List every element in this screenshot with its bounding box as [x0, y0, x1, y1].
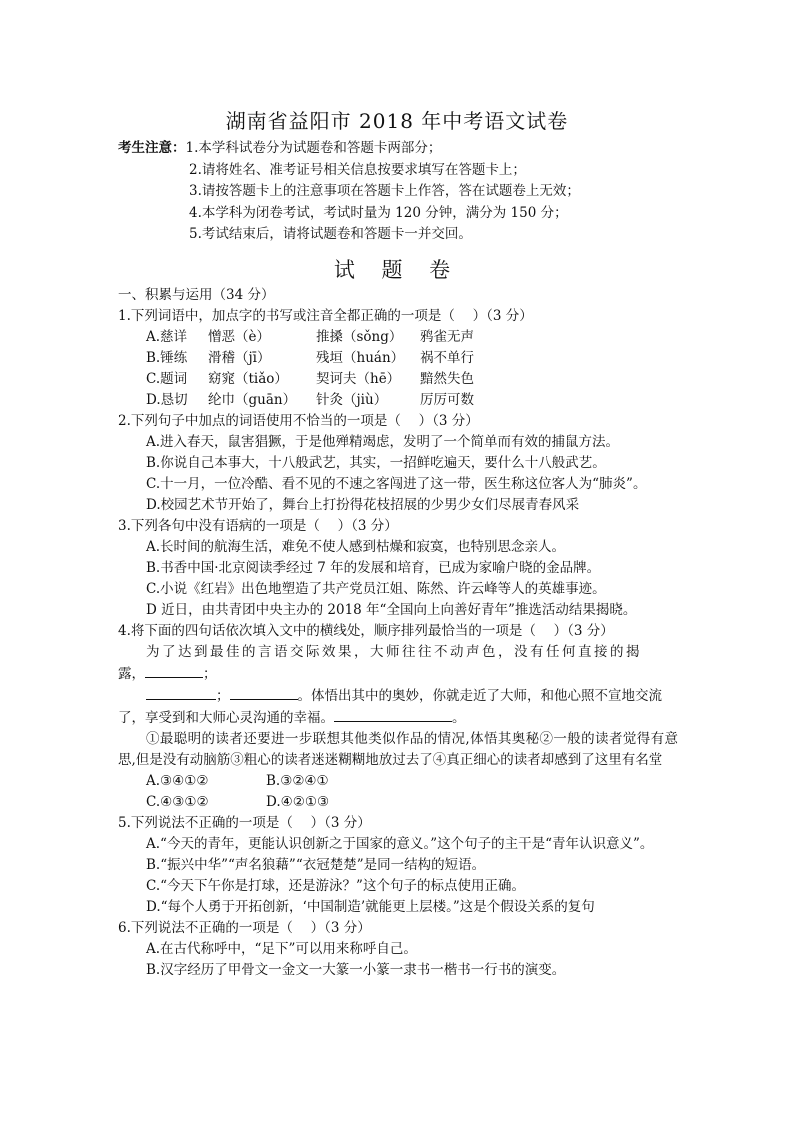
- question-6-option: A.在古代称呼中，“足下”可以用来称呼自己。: [146, 941, 417, 957]
- question-1-option: A.慈详 憎恶（è） 推搡（sǒng） 鸦雀无声: [146, 329, 474, 345]
- exam-title: 湖南省益阳市 2018 年中考语文试卷: [225, 109, 569, 133]
- question-3-option: A.长时间的航海生活，难免不使人感到枯燥和寂寞，也特别思念亲人。: [146, 539, 566, 555]
- notice-line-1: [118, 138, 580, 160]
- question-5-option: A.“今天的青年，更能认识创新之于国家的意义。”这个句子的主干是“青年认识意义”。: [146, 836, 654, 852]
- question-2-stem: 2.下列句子中加点的词语使用不恰当的一项是（ ）（3 分）: [118, 413, 479, 429]
- question-4-passage: 为了达到最佳的言语交际效果，大师往往不动声色，没有任何直接的揭: [146, 644, 642, 660]
- question-2-option: B.你说自己本事大，十八般武艺，其实，一招鲜吃遍天，要什么十八般武艺。: [146, 455, 606, 471]
- question-2-option: D.校园艺术节开始了，舞台上打扮得花枝招展的少男少女们尽展青春风采: [146, 497, 580, 513]
- question-5-option: B.“振兴中华”“声名狼藉”“衣冠楚楚”是同一结构的短语。: [146, 857, 486, 873]
- question-3-stem: 3.下列各句中没有语病的一项是（ ）（3 分）: [118, 518, 398, 534]
- question-3-option: C.小说《红岩》出色地塑造了共产党员江姐、陈然、许云峰等人的英雄事迹。: [146, 581, 606, 597]
- question-4-stem: 4.将下面的四句话依次填入文中的横线处，顺序排列最恰当的一项是（ ）（3 分）: [118, 623, 614, 639]
- fill-blank: [146, 685, 216, 700]
- question-4-options: A.③④①② B.③②④①: [146, 773, 329, 789]
- question-1-option: B.锤练 滑稽（jī） 残垣（huán） 祸不单行: [146, 350, 474, 366]
- question-4-passage-line: ； 。体悟出其中的奥妙，你就走近了大师，和他心照不宣地交流: [118, 685, 678, 707]
- question-5-option: D.“每个人勇于开拓创新，‘中国制造’就能更上层楼。”这是个假设关系的复句: [146, 899, 595, 915]
- question-6-stem: 6.下列说法不正确的一项是（ ）（3 分）: [118, 920, 371, 936]
- question-6-option: B.汉字经历了甲骨文一金文一大篆一小篆一隶书一楷书一行书的演变。: [146, 962, 566, 978]
- notice-item: 4.本学科为闭卷考试，考试时量为 120 分钟，满分为 150 分；: [189, 204, 568, 221]
- question-4-passage-line: 露， ；: [118, 663, 678, 685]
- question-3-option: D 近日，由共青团中央主办的 2018 年“全国向上向善好青年”推选活动结果揭晓。: [146, 602, 637, 618]
- notice-item: 5.考试结束后，请将试题卷和答题卡一并交回。: [189, 226, 472, 243]
- notice-label: 考生注意：: [118, 140, 186, 156]
- paper-title: 试 题 卷: [333, 258, 461, 282]
- question-5-option: C.“今天下午你是打球，还是游泳？”这个句子的标点使用正确。: [146, 878, 525, 894]
- question-4-sentences: ①最聪明的读者还要进一步联想其他类似作品的情况,体悟其奥秘②一般的读者觉得有意思,但是没有动脑筋③粗心的读者迷迷糊糊地放过去了④真正细心的读者却感到了这里有名堂: [118, 731, 678, 768]
- question-1-option: D.恳切 纶巾（guān） 针灸（jiù） 厉厉可数: [146, 392, 474, 408]
- fill-blank: [230, 685, 298, 700]
- question-4-options: C.④③①② D.④②①③: [146, 794, 330, 810]
- exam-body: [118, 285, 678, 981]
- notice-item: 1.本学科试卷分为试题卷和答题卡两部分；: [185, 140, 442, 156]
- question-1-option: C.题词 窈窕（tiǎo） 契诃夫（hē） 黯然失色: [146, 371, 474, 387]
- question-4-passage-line: 了，享受到和大师心灵沟通的幸福。 。: [118, 707, 678, 729]
- question-1-stem: 1.下列词语中，加点字的书写或注音全都正确的一项是（ ）（3 分）: [118, 308, 533, 324]
- fill-blank: [334, 707, 452, 722]
- fill-blank: [145, 663, 203, 678]
- notice-item: 2.请将姓名、准考证号相关信息按要求填写在答题卡上；: [189, 161, 526, 178]
- question-5-stem: 5.下列说法不正确的一项是（ ）（3 分）: [118, 815, 371, 831]
- section-heading: 一、积累与运用（34 分）: [118, 287, 275, 303]
- candidate-notice: [118, 138, 580, 246]
- question-2-option: C.十一月，一位冷酷、看不见的不速之客闯进了这一带，医生称这位客人为“肺炎”。: [146, 476, 647, 492]
- notice-item: 3.请按答题卡上的注意事项在答题卡上作答，答在试题卷上无效；: [189, 183, 580, 200]
- question-2-option: A.进入春天，鼠害猖獗，于是他殚精竭虑，发明了一个简单而有效的捕鼠方法。: [146, 434, 620, 450]
- question-3-option: B.书香中国·北京阅读季经过 7 年的发展和培育，已成为家喻户晓的金品牌。: [146, 560, 601, 576]
